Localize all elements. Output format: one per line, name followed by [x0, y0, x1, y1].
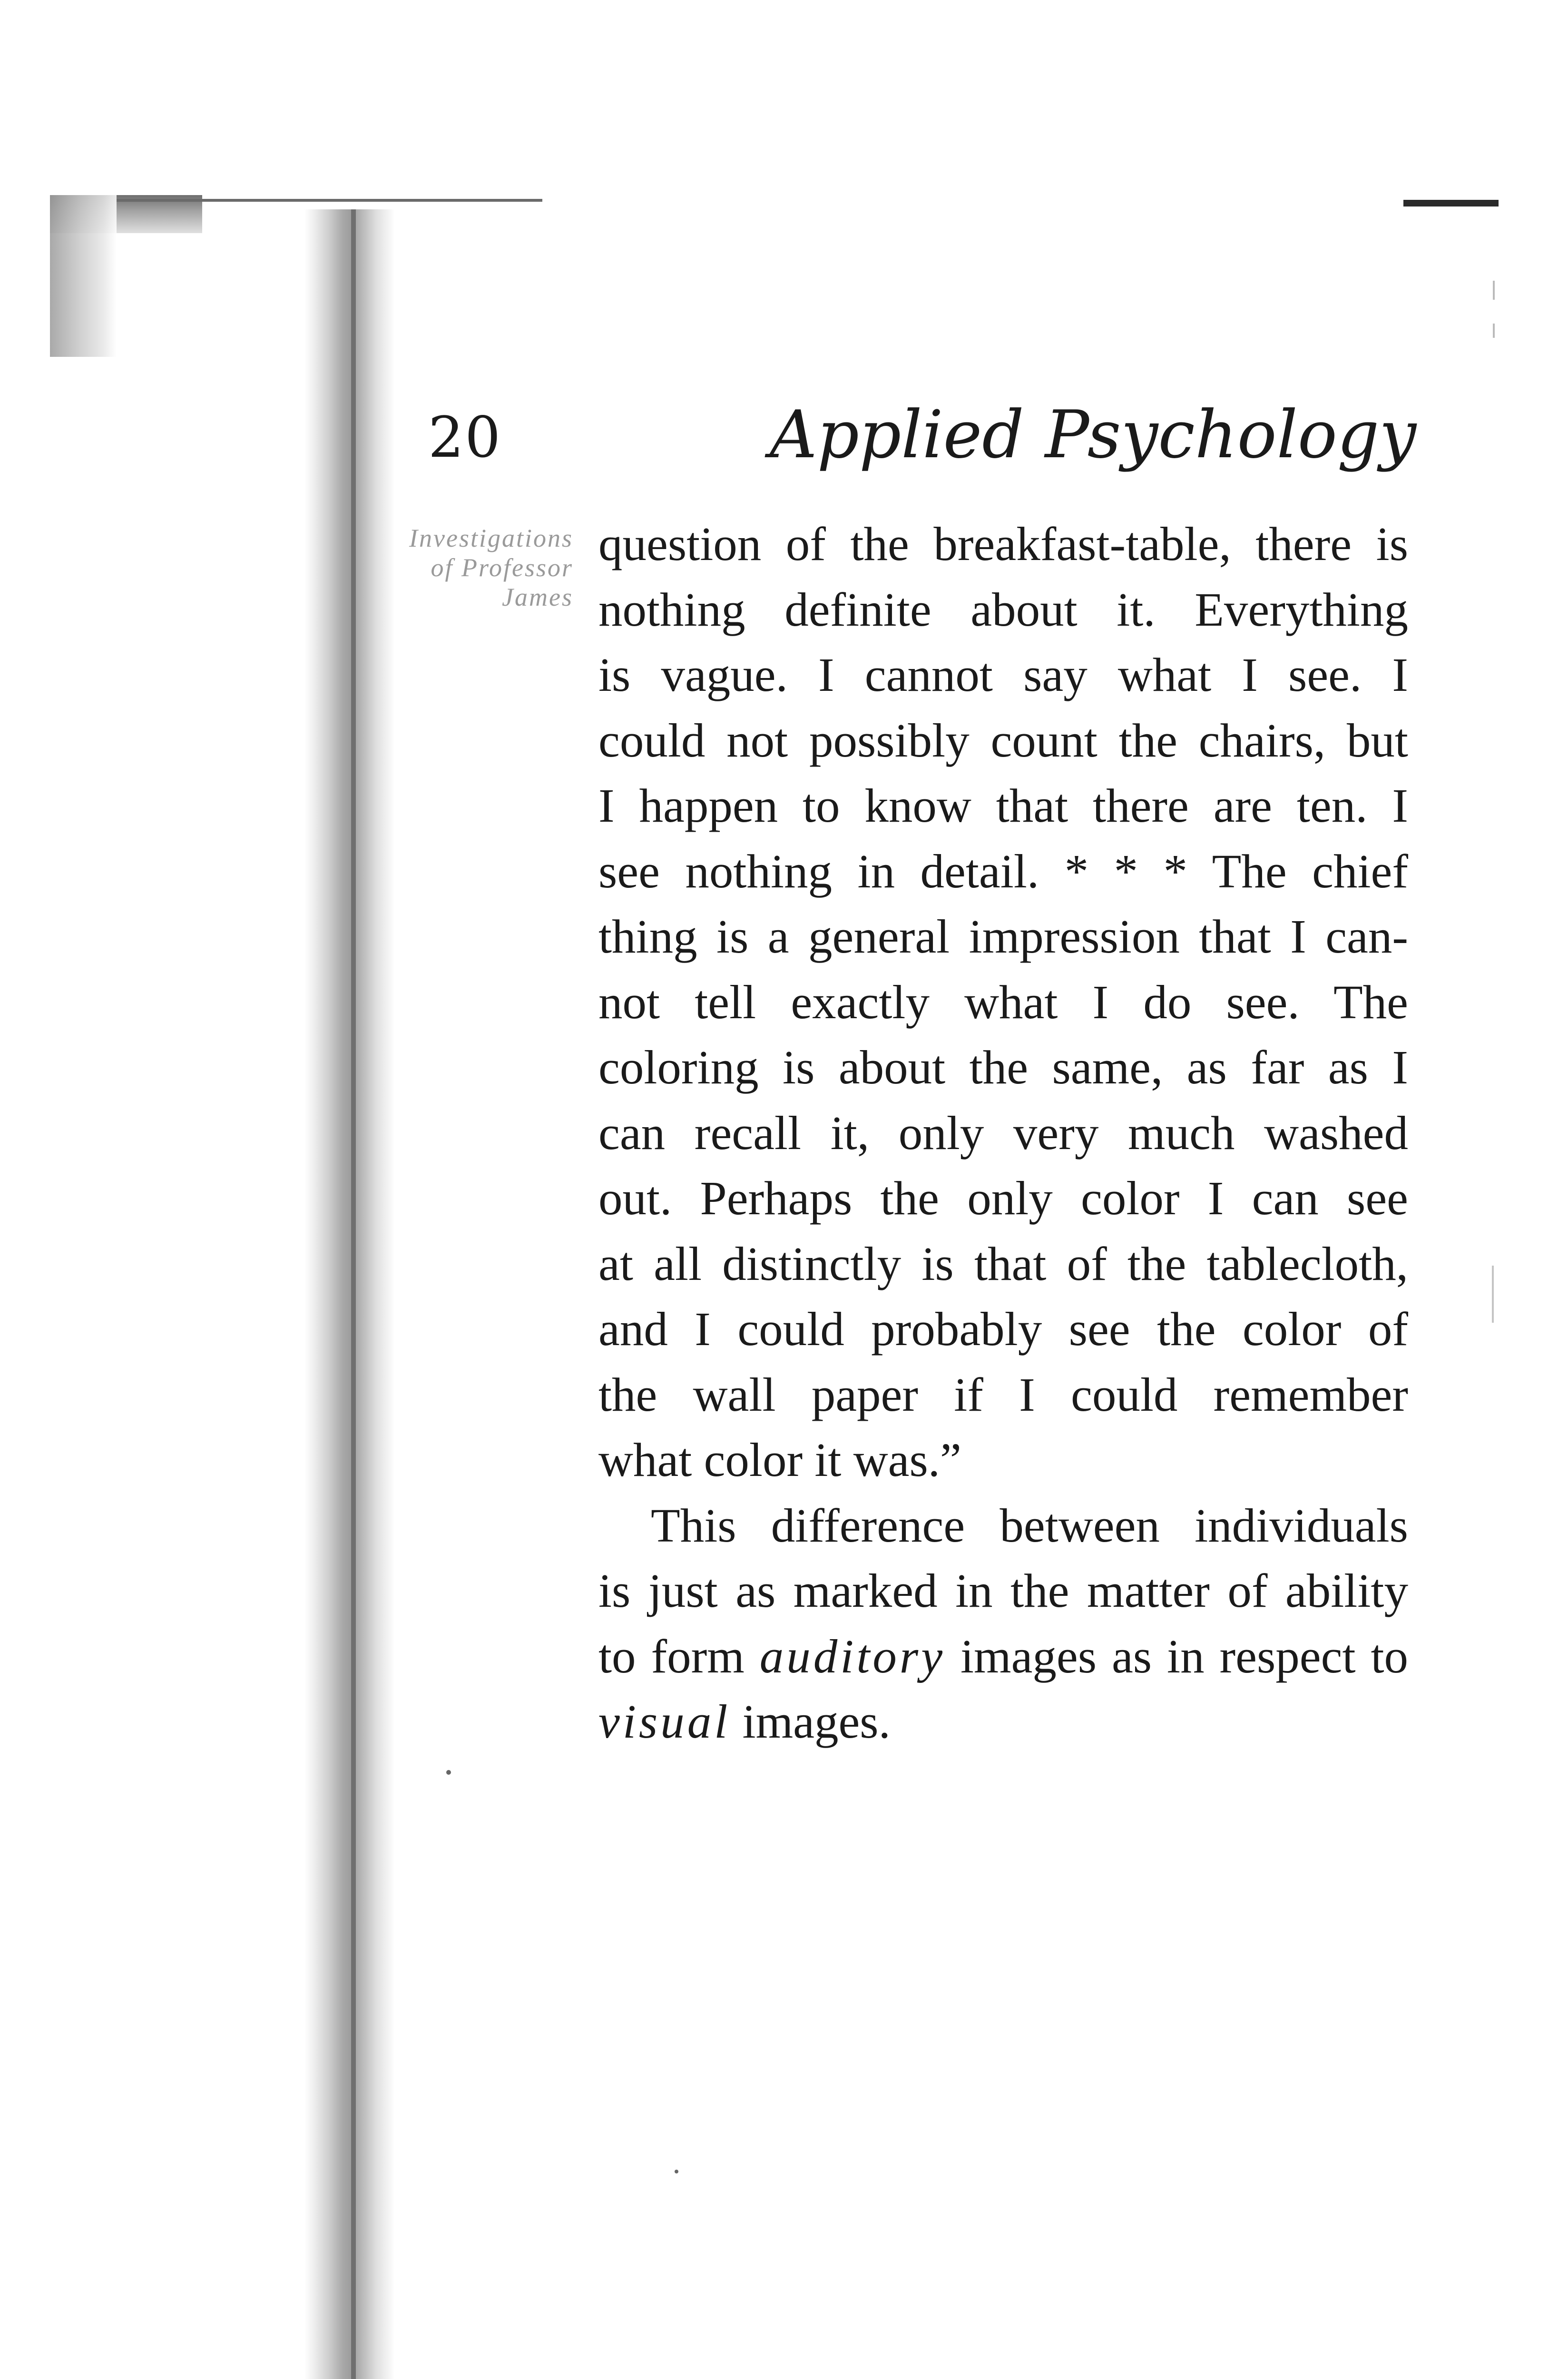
text-line: the wall paper if I could remember [598, 1367, 1408, 1421]
text-run: images as in respect to [945, 1629, 1409, 1683]
text-line: question of the breakfast-table, there is [598, 517, 1408, 570]
body-text [598, 511, 1408, 1755]
marginal-note-line: James [502, 583, 573, 611]
text-line: what color it was.” [598, 1433, 961, 1486]
running-title: Applied Psychology [770, 396, 1417, 473]
scan-tick-right [1493, 324, 1495, 338]
text-line: I happen to know that there are ten. I [598, 779, 1408, 832]
text-line: could not possibly count the chairs, but [598, 713, 1408, 767]
text-line: not tell exactly what I do see. The [598, 975, 1408, 1029]
marginal-note-line: Investigations [409, 524, 573, 552]
text-line: This difference between individuals [651, 1498, 1408, 1552]
marginal-note [345, 523, 573, 612]
scan-tick-right [1493, 281, 1495, 300]
text-line: see nothing in detail. * * * The chief [598, 844, 1408, 898]
paragraph-quote-continuation [598, 511, 1408, 1493]
text-line: and I could probably see the color of [598, 1302, 1408, 1356]
paragraph-auditory-images [598, 1493, 1408, 1755]
text-line: is vague. I cannot say what I see. I [598, 648, 1408, 701]
text-line: nothing definite about it. Everything [598, 582, 1408, 636]
text-run: to form [598, 1629, 760, 1683]
emphasis-auditory: auditory [759, 1629, 946, 1683]
text-run: images. [730, 1695, 891, 1748]
page-number: 20 [428, 404, 502, 470]
scan-tick-right [1492, 1266, 1494, 1323]
text-line: is just as marked in the matter of ability [598, 1564, 1408, 1617]
text-line: out. Perhaps the only color I can see [598, 1171, 1408, 1225]
text-line [598, 1689, 1408, 1755]
scan-speck [675, 2170, 678, 2173]
text-line: at all distinctly is that of the tablecloth, [598, 1237, 1408, 1290]
text-line [598, 1624, 1408, 1690]
marginal-note-line: of Professor [431, 553, 573, 582]
scan-shadow-left [50, 195, 117, 357]
scan-speck [446, 1770, 451, 1775]
text-line: can recall it, only very much washed [598, 1106, 1408, 1160]
text-line: coloring is about the same, as far as I [598, 1041, 1408, 1094]
emphasis-visual: visual [598, 1695, 731, 1748]
scan-edge-line-top-right [1403, 200, 1499, 206]
text-line: thing is a general impression that I can- [598, 910, 1408, 963]
scan-edge-line-top [117, 199, 542, 202]
